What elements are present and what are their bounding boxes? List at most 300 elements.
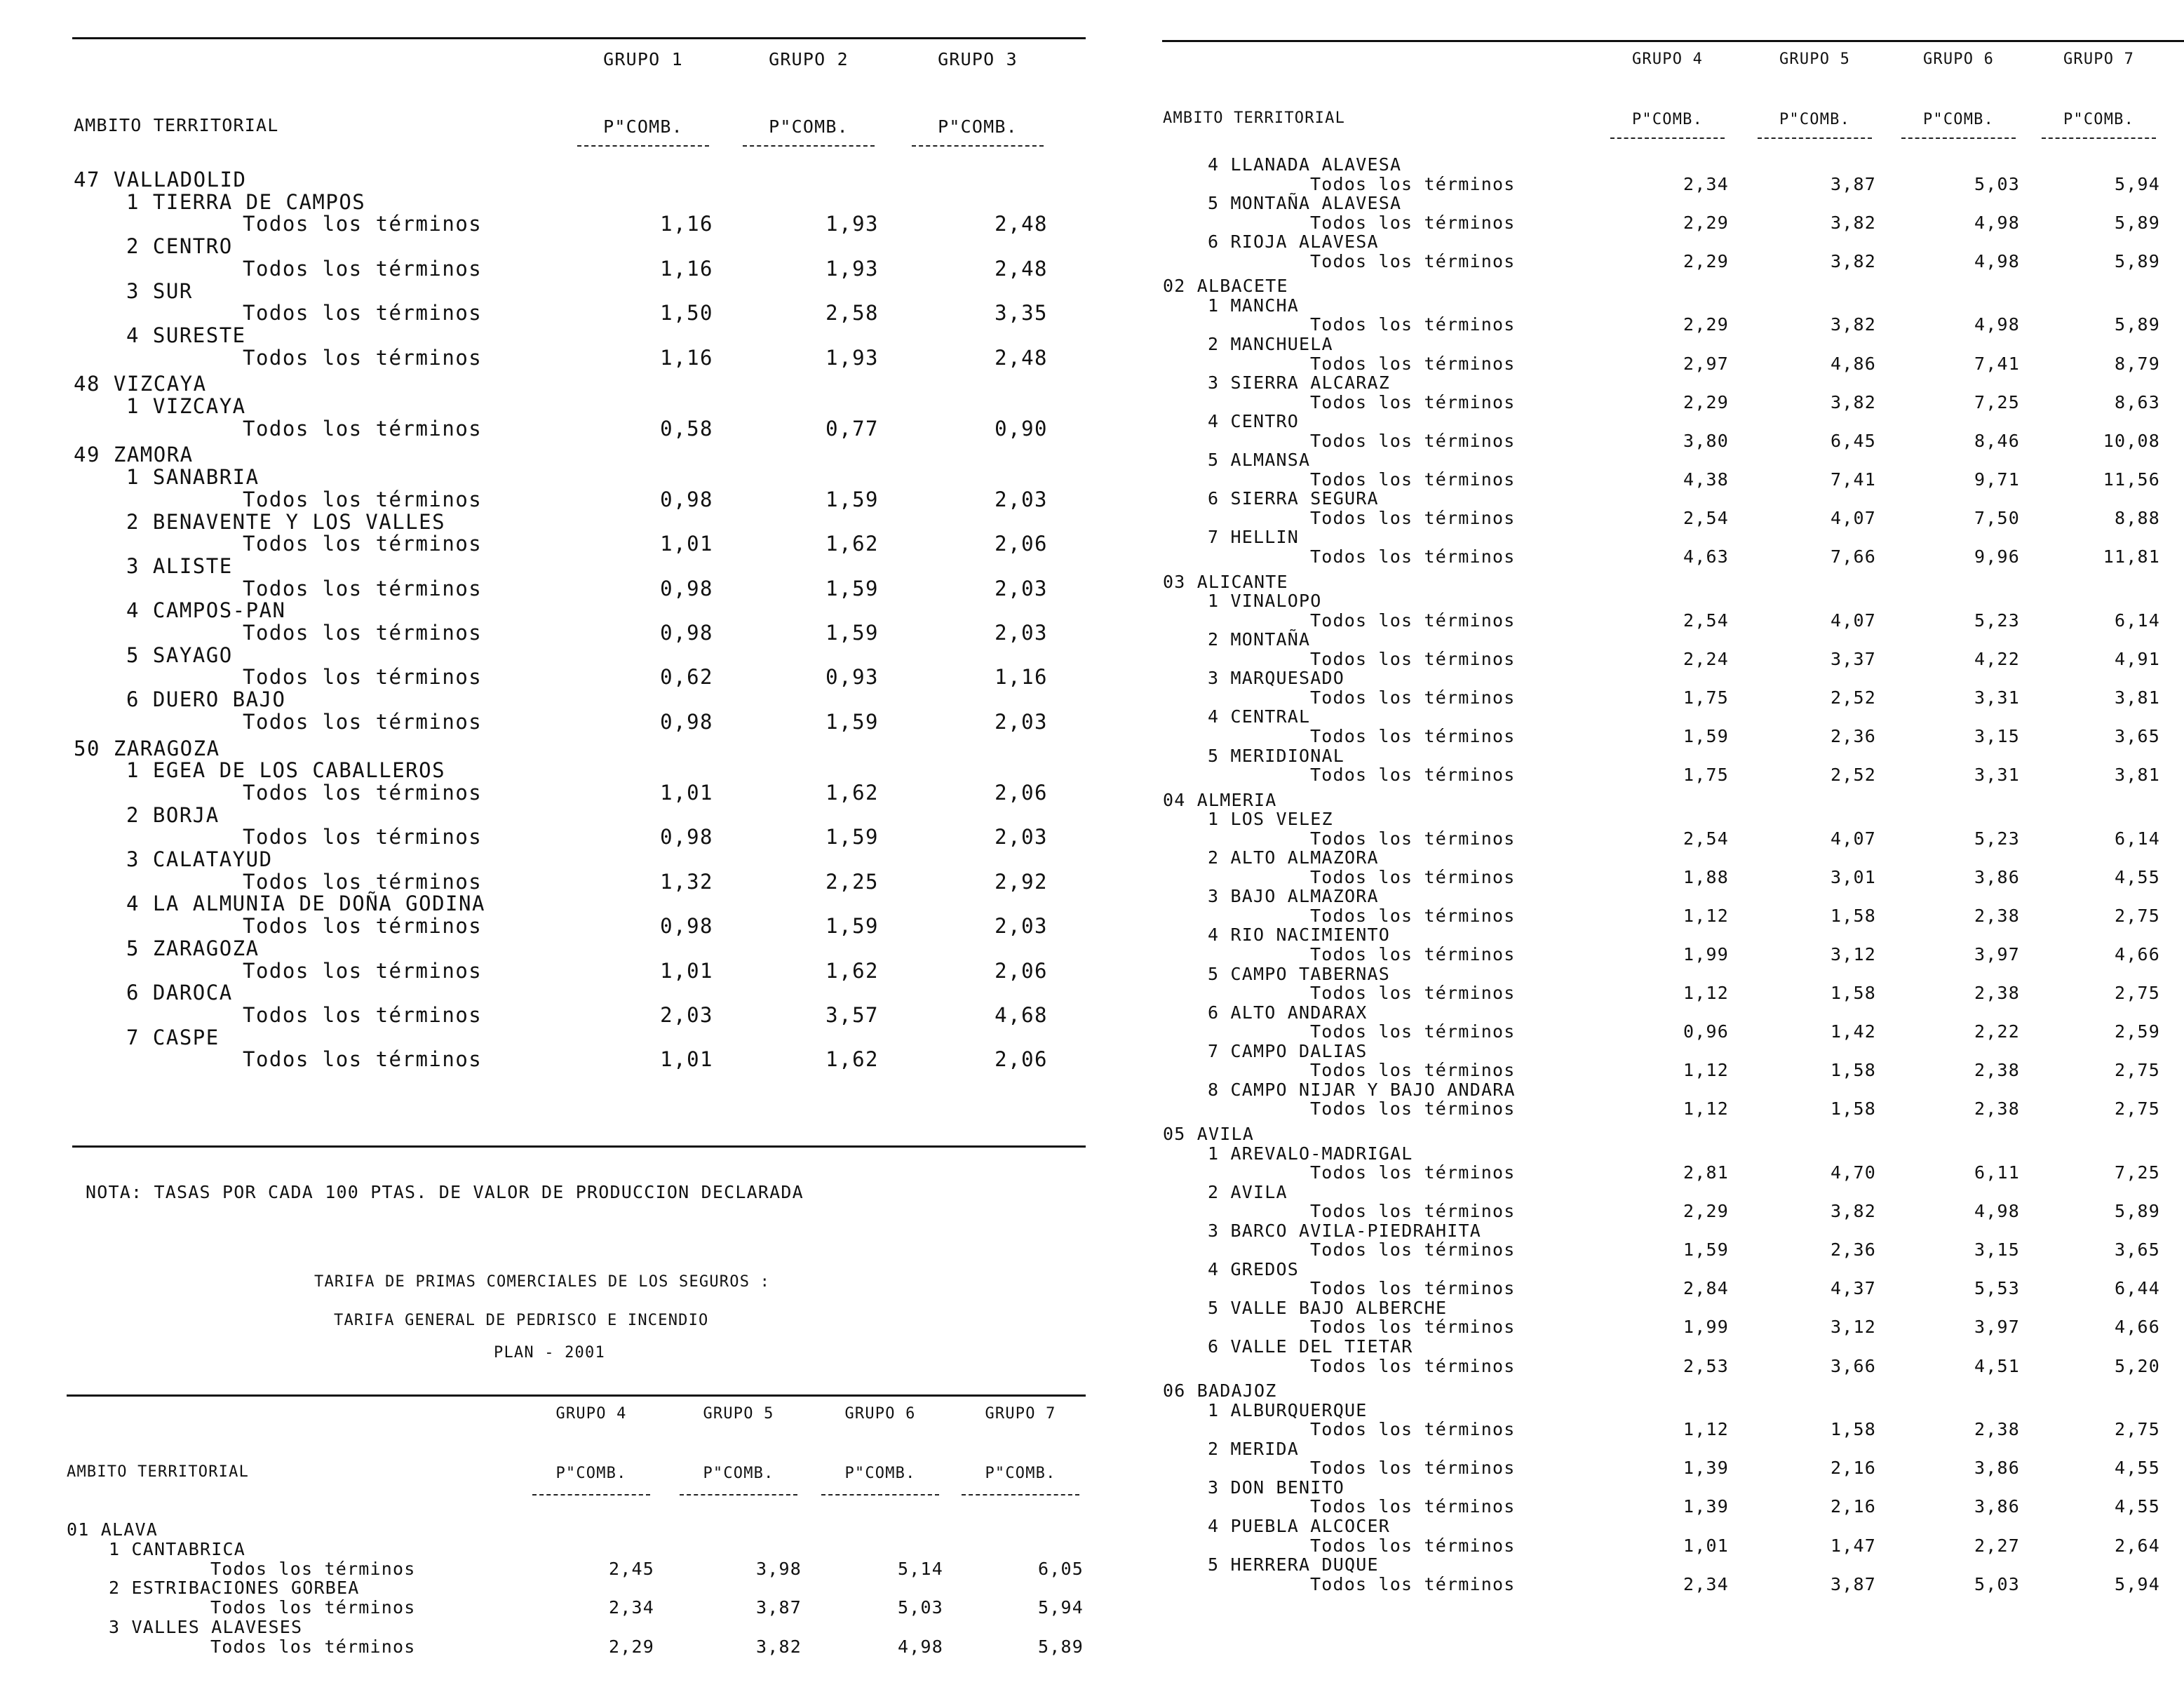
rate-value: 1,58 (1830, 1060, 1876, 1081)
comarca-row: 5 MERIDIONAL (1208, 745, 1345, 766)
rate-value: 3,86 (1974, 866, 2020, 887)
all-terms-label: Todos los términos (243, 487, 483, 511)
comarca-row: 6 DAROCA (126, 981, 233, 1005)
all-terms-label: Todos los términos (1310, 314, 1516, 335)
comarca-row: 5 CAMPO TABERNAS (1208, 963, 1391, 984)
comarca-row: 4 CENTRO (1208, 411, 1300, 432)
province-row: 03 ALICANTE (1163, 571, 1288, 592)
rate-value: 3,87 (755, 1597, 802, 1618)
rate-value: 2,75 (2114, 1098, 2160, 1120)
comarca-row: 1 VINALOPO (1208, 591, 1322, 612)
tariff-title-line-2: TARIFA GENERAL DE PEDRISCO E INCENDIO (334, 1312, 709, 1329)
all-terms-label: Todos los términos (243, 958, 483, 983)
rate-value: 1,01 (660, 780, 713, 805)
province-row: 48 VIZCAYA (74, 372, 207, 396)
comarca-row: 2 CENTRO (126, 234, 233, 259)
rate-value: 1,47 (1830, 1535, 1876, 1556)
rate-value: 3,12 (1830, 1317, 1876, 1338)
rate-value: 2,06 (995, 958, 1048, 983)
table_a-bottom-rule (72, 1145, 1086, 1148)
rate-value: 4,98 (1974, 314, 2020, 335)
rate-value: 2,06 (995, 532, 1048, 556)
province-row: 05 AVILA (1163, 1123, 1255, 1144)
rate-value: 1,16 (660, 345, 713, 370)
all-terms-label: Todos los términos (243, 825, 483, 849)
rate-value: 6,11 (1974, 1162, 2020, 1183)
all-terms-label: Todos los términos (243, 665, 483, 690)
rate-value: 3,37 (1830, 648, 1876, 669)
all-terms-label: Todos los términos (1310, 765, 1516, 786)
p-comb-header: P"COMB. (1779, 111, 1851, 128)
rate-value: 2,34 (1683, 1573, 1729, 1594)
comarca-row: 4 LA ALMUNIA DE DOÑA GODINA (126, 892, 485, 916)
rate-value: 2,75 (2114, 1419, 2160, 1440)
rate-value: 11,81 (2103, 546, 2160, 567)
all-terms-label: Todos los términos (1310, 1535, 1516, 1556)
rate-value: 1,62 (825, 958, 879, 983)
comarca-row: 2 BENAVENTE Y LOS VALLES (126, 509, 446, 534)
comarca-row: 4 LLANADA ALAVESA (1208, 154, 1402, 175)
rate-value: 2,38 (1974, 1098, 2020, 1120)
rate-value: 3,12 (1830, 944, 1876, 965)
rate-value: 1,59 (825, 487, 879, 511)
all-terms-label: Todos los términos (1310, 1317, 1516, 1338)
all-terms-label: Todos los términos (243, 621, 483, 645)
comarca-row: 5 MONTAÑA ALAVESA (1208, 193, 1402, 214)
rate-value: 6,45 (1830, 430, 1876, 451)
all-terms-label: Todos los términos (243, 780, 483, 805)
group-header: GRUPO 5 (1779, 51, 1851, 68)
rate-value: 3,87 (1830, 173, 1876, 194)
all-terms-label: Todos los términos (1310, 353, 1516, 374)
comarca-row: 8 CAMPO NIJAR Y BAJO ANDARA (1208, 1079, 1516, 1100)
rate-value: 3,80 (1683, 430, 1729, 451)
rate-value: 7,41 (1974, 353, 2020, 374)
rate-value: 6,14 (2114, 610, 2160, 631)
rate-value: 2,03 (995, 914, 1048, 939)
rate-value: 4,51 (1974, 1355, 2020, 1376)
all-terms-label: Todos los términos (1310, 212, 1516, 233)
comarca-row: 1 VIZCAYA (126, 394, 246, 418)
all-terms-label: Todos los términos (210, 1558, 416, 1579)
rate-value: 1,59 (1683, 725, 1729, 746)
rate-value: 0,93 (825, 665, 879, 690)
rate-value: 2,38 (1974, 1060, 2020, 1081)
comarca-row: 5 ZARAGOZA (126, 936, 259, 960)
rate-value: 2,29 (1683, 250, 1729, 271)
rate-value: 1,32 (660, 869, 713, 894)
group-header: GRUPO 6 (844, 1405, 916, 1423)
rate-value: 7,66 (1830, 546, 1876, 567)
rate-value: 3,87 (1830, 1573, 1876, 1594)
rate-value: 2,64 (2114, 1535, 2160, 1556)
all-terms-label: Todos los términos (1310, 507, 1516, 528)
rate-value: 1,93 (825, 345, 879, 370)
all-terms-label: Todos los términos (1310, 610, 1516, 631)
rate-value: 1,99 (1683, 944, 1729, 965)
rate-value: 4,66 (2114, 1317, 2160, 1338)
rate-value: 5,89 (2114, 250, 2160, 271)
all-terms-label: Todos los términos (1310, 1419, 1516, 1440)
province-row: 02 ALBACETE (1163, 276, 1288, 297)
rate-value: 2,34 (608, 1597, 654, 1618)
rate-value: 1,93 (825, 212, 879, 236)
rate-value: 8,79 (2114, 353, 2160, 374)
rate-value: 2,29 (1683, 1201, 1729, 1222)
comarca-row: 5 HERRERA DUQUE (1208, 1554, 1379, 1575)
rate-value: 2,06 (995, 1047, 1048, 1072)
rate-value: 4,98 (897, 1636, 943, 1657)
comarca-row: 4 CAMPOS-PAN (126, 598, 286, 623)
rate-value: 1,16 (995, 665, 1048, 690)
all-terms-label: Todos los términos (1310, 250, 1516, 271)
rate-value: 0,98 (660, 621, 713, 645)
p-comb-header: P"COMB. (1631, 111, 1704, 128)
rate-value: 4,63 (1683, 546, 1729, 567)
province-row: 04 ALMERIA (1163, 789, 1277, 810)
rate-value: 1,62 (825, 532, 879, 556)
column-underline (1901, 137, 2016, 139)
column-underline (680, 1494, 797, 1496)
rate-value: 3,86 (1974, 1458, 2020, 1479)
rate-value: 2,06 (995, 780, 1048, 805)
rate-value: 1,59 (825, 621, 879, 645)
rate-value: 1,93 (825, 256, 879, 281)
all-terms-label: Todos los términos (1310, 944, 1516, 965)
rate-value: 4,07 (1830, 828, 1876, 849)
all-terms-label: Todos los términos (243, 212, 483, 236)
all-terms-label: Todos los términos (1310, 725, 1516, 746)
rate-value: 1,58 (1830, 905, 1876, 926)
rate-value: 1,99 (1683, 1317, 1729, 1338)
comarca-row: 2 BORJA (126, 802, 220, 827)
comarca-row: 7 CAMPO DALIAS (1208, 1040, 1368, 1061)
all-terms-label: Todos los términos (1310, 648, 1516, 669)
comarca-row: 3 SIERRA ALCARAZ (1208, 372, 1391, 394)
rate-value: 2,38 (1974, 1419, 2020, 1440)
rate-value: 0,98 (660, 709, 713, 734)
all-terms-label: Todos los términos (1310, 469, 1516, 490)
rate-value: 2,36 (1830, 1239, 1876, 1261)
table_b-top-rule (67, 1394, 1086, 1397)
rate-value: 2,48 (995, 345, 1048, 370)
rate-value: 1,62 (825, 780, 879, 805)
ambito-territorial-header: AMBITO TERRITORIAL (67, 1463, 250, 1481)
rate-value: 2,84 (1683, 1278, 1729, 1299)
rate-value: 1,01 (660, 1047, 713, 1072)
rate-value: 1,59 (825, 914, 879, 939)
rate-value: 2,59 (2114, 1021, 2160, 1042)
all-terms-label: Todos los términos (1310, 391, 1516, 412)
comarca-row: 2 ESTRIBACIONES GORBEA (109, 1578, 360, 1599)
comarca-row: 7 CASPE (126, 1025, 220, 1049)
rate-value: 2,03 (995, 487, 1048, 511)
rate-value: 3,82 (1830, 250, 1876, 271)
rate-value: 5,23 (1974, 610, 2020, 631)
rate-value: 5,03 (1974, 173, 2020, 194)
rate-value: 3,35 (995, 301, 1048, 325)
comarca-row: 6 ALTO ANDARAX (1208, 1002, 1368, 1023)
rate-value: 3,82 (1830, 1201, 1876, 1222)
all-terms-label: Todos los términos (1310, 1060, 1516, 1081)
all-terms-label: Todos los términos (1310, 1573, 1516, 1594)
comarca-row: 3 BARCO AVILA-PIEDRAHITA (1208, 1220, 1482, 1241)
rate-value: 2,29 (1683, 314, 1729, 335)
column-underline (532, 1494, 650, 1496)
rate-value: 6,05 (1037, 1558, 1084, 1579)
all-terms-label: Todos los términos (243, 914, 483, 939)
rate-value: 4,07 (1830, 610, 1876, 631)
rate-value: 5,03 (897, 1597, 943, 1618)
rate-value: 1,01 (660, 532, 713, 556)
rate-value: 5,53 (1974, 1278, 2020, 1299)
p-comb-header: P"COMB. (985, 1465, 1056, 1482)
rate-value: 2,27 (1974, 1535, 2020, 1556)
rate-value: 1,75 (1683, 765, 1729, 786)
rate-value: 3,66 (1830, 1355, 1876, 1376)
rate-value: 3,15 (1974, 725, 2020, 746)
rate-value: 10,08 (2103, 430, 2160, 451)
rate-value: 2,03 (995, 709, 1048, 734)
rate-value: 2,75 (2114, 983, 2160, 1004)
comarca-row: 2 AVILA (1208, 1181, 1288, 1202)
rate-value: 1,58 (1830, 1098, 1876, 1120)
rate-value: 2,16 (1830, 1458, 1876, 1479)
rate-value: 2,54 (1683, 507, 1729, 528)
column-underline (2042, 137, 2156, 139)
rate-value: 4,55 (2114, 866, 2160, 887)
group-header: GRUPO 4 (1631, 51, 1704, 68)
rate-value: 0,98 (660, 914, 713, 939)
rate-value: 4,91 (2114, 648, 2160, 669)
rate-value: 0,90 (995, 416, 1048, 441)
province-row: 06 BADAJOZ (1163, 1380, 1277, 1402)
group-header: GRUPO 3 (938, 49, 1018, 69)
rate-value: 5,89 (2114, 1201, 2160, 1222)
rate-value: 2,38 (1974, 905, 2020, 926)
rate-value: 4,07 (1830, 507, 1876, 528)
all-terms-label: Todos los términos (1310, 687, 1516, 708)
all-terms-label: Todos los términos (1310, 1496, 1516, 1517)
rate-value: 5,14 (897, 1558, 943, 1579)
rate-value: 1,59 (1683, 1239, 1729, 1261)
rate-value: 1,12 (1683, 983, 1729, 1004)
rate-value: 3,81 (2114, 687, 2160, 708)
rate-value: 1,12 (1683, 1060, 1729, 1081)
rate-value: 4,37 (1830, 1278, 1876, 1299)
all-terms-label: Todos los términos (1310, 1355, 1516, 1376)
rate-value: 2,36 (1830, 725, 1876, 746)
comarca-row: 2 MANCHUELA (1208, 333, 1333, 354)
comarca-row: 3 MARQUESADO (1208, 668, 1345, 689)
rate-value: 1,39 (1683, 1458, 1729, 1479)
comarca-row: 2 MERIDA (1208, 1438, 1300, 1459)
all-terms-label: Todos los términos (243, 1047, 483, 1072)
all-terms-label: Todos los términos (210, 1597, 416, 1618)
all-terms-label: Todos los términos (1310, 1021, 1516, 1042)
rate-value: 1,75 (1683, 687, 1729, 708)
rate-value: 2,75 (2114, 905, 2160, 926)
comarca-row: 6 DUERO BAJO (126, 687, 286, 712)
rate-value: 4,22 (1974, 648, 2020, 669)
rate-value: 0,77 (825, 416, 879, 441)
rate-value: 1,88 (1683, 866, 1729, 887)
rate-value: 3,15 (1974, 1239, 2020, 1261)
rate-value: 4,55 (2114, 1496, 2160, 1517)
rate-value: 3,97 (1974, 1317, 2020, 1338)
rate-value: 7,50 (1974, 507, 2020, 528)
group-header: GRUPO 4 (555, 1405, 627, 1423)
rate-value: 3,57 (825, 1002, 879, 1027)
rate-value: 2,38 (1974, 983, 2020, 1004)
comarca-row: 2 ALTO ALMAZORA (1208, 847, 1379, 868)
rate-value: 0,62 (660, 665, 713, 690)
all-terms-label: Todos los términos (1310, 173, 1516, 194)
rate-value: 9,96 (1974, 546, 2020, 567)
rate-value: 0,96 (1683, 1021, 1729, 1042)
rate-value: 2,03 (995, 825, 1048, 849)
comarca-row: 6 VALLE DEL TIETAR (1208, 1336, 1413, 1357)
rate-value: 5,94 (2114, 1573, 2160, 1594)
all-terms-label: Todos los términos (1310, 1278, 1516, 1299)
table_a-top-rule (72, 37, 1086, 39)
rate-value: 2,92 (995, 869, 1048, 894)
group-header: GRUPO 1 (603, 49, 683, 69)
comarca-row: 4 SURESTE (126, 323, 246, 347)
column-underline (962, 1494, 1079, 1496)
rate-value: 3,81 (2114, 765, 2160, 786)
rate-value: 2,54 (1683, 828, 1729, 849)
p-comb-header: P"COMB. (844, 1465, 916, 1482)
all-terms-label: Todos los términos (1310, 430, 1516, 451)
rate-value: 0,58 (660, 416, 713, 441)
rate-value: 3,31 (1974, 687, 2020, 708)
comarca-row: 4 CENTRAL (1208, 706, 1311, 727)
all-terms-label: Todos los términos (1310, 1239, 1516, 1261)
rate-value: 2,24 (1683, 648, 1729, 669)
rate-value: 1,59 (825, 825, 879, 849)
comarca-row: 4 PUEBLA ALCOCER (1208, 1515, 1391, 1536)
comarca-row: 1 LOS VELEZ (1208, 809, 1333, 830)
all-terms-label: Todos los términos (243, 301, 483, 325)
rate-value: 2,45 (608, 1558, 654, 1579)
rate-value: 3,65 (2114, 1239, 2160, 1261)
comarca-row: 6 SIERRA SEGURA (1208, 488, 1379, 509)
all-terms-label: Todos los términos (243, 256, 483, 281)
all-terms-label: Todos los términos (1310, 1458, 1516, 1479)
rate-value: 2,16 (1830, 1496, 1876, 1517)
group-header: GRUPO 2 (769, 49, 849, 69)
rate-value: 7,41 (1830, 469, 1876, 490)
column-underline (821, 1494, 939, 1496)
all-terms-label: Todos los términos (1310, 1201, 1516, 1222)
group-header: GRUPO 7 (2063, 51, 2135, 68)
rate-value: 4,70 (1830, 1162, 1876, 1183)
comarca-row: 3 CALATAYUD (126, 847, 273, 871)
group-header: GRUPO 6 (1922, 51, 1995, 68)
comarca-row: 5 VALLE BAJO ALBERCHE (1208, 1297, 1448, 1318)
province-row: 01 ALAVA (67, 1519, 159, 1540)
all-terms-label: Todos los términos (243, 869, 483, 894)
rate-value: 1,59 (825, 576, 879, 600)
rate-value: 4,66 (2114, 944, 2160, 965)
comarca-row: 1 MANCHA (1208, 295, 1300, 316)
all-terms-label: Todos los términos (243, 1002, 483, 1027)
rate-value: 1,58 (1830, 1419, 1876, 1440)
rate-value: 1,62 (825, 1047, 879, 1072)
rate-value: 2,48 (995, 256, 1048, 281)
rate-value: 1,39 (1683, 1496, 1729, 1517)
rate-value: 1,58 (1830, 983, 1876, 1004)
rate-value: 2,52 (1830, 687, 1876, 708)
comarca-row: 7 HELLIN (1208, 527, 1300, 548)
rate-value: 3,82 (1830, 212, 1876, 233)
rate-value: 7,25 (1974, 391, 2020, 412)
rate-value: 2,29 (608, 1636, 654, 1657)
rate-value: 3,31 (1974, 765, 2020, 786)
comarca-row: 4 RIO NACIMIENTO (1208, 925, 1391, 946)
column-underline (743, 145, 875, 147)
rate-value: 1,42 (1830, 1021, 1876, 1042)
p-comb-header: P"COMB. (555, 1465, 627, 1482)
rate-value: 2,75 (2114, 1060, 2160, 1081)
rate-value: 1,01 (660, 958, 713, 983)
rate-value: 4,98 (1974, 1201, 2020, 1222)
rate-value: 2,97 (1683, 353, 1729, 374)
all-terms-label: Todos los términos (243, 709, 483, 734)
rate-value: 3,82 (755, 1636, 802, 1657)
comarca-row: 4 GREDOS (1208, 1258, 1300, 1279)
rate-value: 5,89 (2114, 314, 2160, 335)
comarca-row: 1 AREVALO-MADRIGAL (1208, 1143, 1413, 1164)
rate-value: 1,01 (1683, 1535, 1729, 1556)
tariff-title-line-1: TARIFA DE PRIMAS COMERCIALES DE LOS SEGUROS : (314, 1273, 771, 1291)
all-terms-label: Todos los términos (243, 345, 483, 370)
comarca-row: 3 BAJO ALMAZORA (1208, 886, 1379, 907)
rate-value: 3,82 (1830, 314, 1876, 335)
rate-value: 2,54 (1683, 610, 1729, 631)
rate-value: 5,94 (1037, 1597, 1084, 1618)
column-underline (577, 145, 709, 147)
rate-value: 5,94 (2114, 173, 2160, 194)
rate-value: 2,48 (995, 212, 1048, 236)
rate-value: 4,55 (2114, 1458, 2160, 1479)
p-comb-header: P"COMB. (769, 116, 849, 137)
rate-value: 4,98 (1974, 212, 2020, 233)
rate-value: 1,16 (660, 256, 713, 281)
rate-value: 11,56 (2103, 469, 2160, 490)
rate-value: 5,20 (2114, 1355, 2160, 1376)
rate-value: 2,53 (1683, 1355, 1729, 1376)
rate-value: 2,03 (660, 1002, 713, 1027)
rate-value: 4,38 (1683, 469, 1729, 490)
rate-value: 3,86 (1974, 1496, 2020, 1517)
comarca-row: 1 TIERRA DE CAMPOS (126, 189, 366, 214)
tariff-title-line-3: PLAN - 2001 (494, 1344, 605, 1362)
rate-value: 0,98 (660, 825, 713, 849)
rate-value: 3,82 (1830, 391, 1876, 412)
rate-value: 1,50 (660, 301, 713, 325)
table_c-top-rule (1162, 40, 2184, 42)
comarca-row: 3 ALISTE (126, 553, 233, 578)
p-comb-header: P"COMB. (1922, 111, 1995, 128)
province-row: 47 VALLADOLID (74, 168, 247, 191)
rate-value: 2,03 (995, 576, 1048, 600)
all-terms-label: Todos los términos (243, 576, 483, 600)
all-terms-label: Todos los términos (1310, 983, 1516, 1004)
rate-value: 2,03 (995, 621, 1048, 645)
province-row: 50 ZARAGOZA (74, 736, 220, 760)
